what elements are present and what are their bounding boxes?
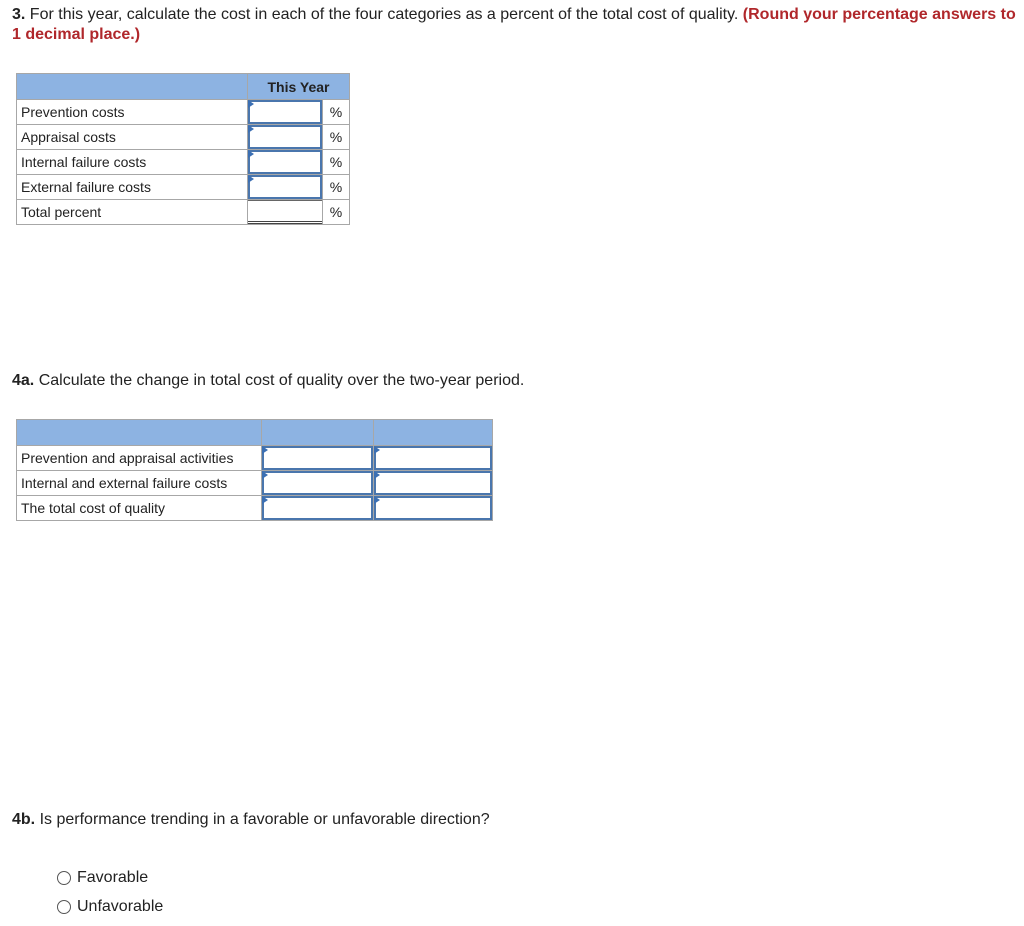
option-label: Unfavorable	[77, 898, 164, 915]
question-text: Calculate the change in total cost of quality over the two-year period.	[38, 372, 525, 389]
question-number: 4a.	[12, 372, 35, 389]
column-header-2	[374, 420, 493, 446]
row-label: Appraisal costs	[17, 125, 248, 150]
table-row	[17, 471, 493, 496]
total-cost-quality-input-1[interactable]	[262, 496, 373, 520]
question-3-prompt	[12, 5, 1020, 45]
answer-cell	[248, 200, 323, 225]
row-label: Prevention and appraisal activities	[17, 446, 262, 471]
table-row	[17, 100, 350, 125]
column-header-1	[262, 420, 374, 446]
row-label: Internal and external failure costs	[17, 471, 262, 496]
question-number: 4b.	[12, 811, 36, 828]
question-text: For this year, calculate the cost in each of the four categories as a percent of the total cost of quality.	[29, 6, 739, 23]
external-failure-costs-percent-input[interactable]	[248, 175, 322, 199]
unfavorable-option[interactable]	[57, 898, 163, 916]
table-row	[17, 125, 350, 150]
internal-failure-costs-percent-input[interactable]	[248, 150, 322, 174]
radio-circle-icon[interactable]	[57, 871, 71, 885]
table-row	[17, 175, 350, 200]
answer-cell	[374, 496, 493, 521]
favorable-option[interactable]	[57, 869, 148, 887]
percent-unit: %	[323, 150, 350, 175]
row-label: External failure costs	[17, 175, 248, 200]
answer-cell	[262, 471, 374, 496]
answer-cell	[374, 471, 493, 496]
prevention-appraisal-input-1[interactable]	[262, 446, 373, 470]
option-label: Favorable	[77, 869, 149, 886]
row-label: Prevention costs	[17, 100, 248, 125]
table-row	[17, 446, 493, 471]
row-label: Total percent	[17, 200, 248, 225]
appraisal-costs-percent-input[interactable]	[248, 125, 322, 149]
question-text: Is performance trending in a favorable or unfavorable direction?	[39, 811, 490, 828]
total-percent-input[interactable]	[248, 200, 322, 224]
percent-table	[16, 73, 350, 225]
question-number: 3.	[12, 6, 26, 23]
this-year-header: This Year	[248, 74, 350, 100]
question-4a-prompt	[12, 371, 524, 391]
change-table	[16, 419, 493, 521]
question-4b-prompt	[12, 810, 490, 830]
failure-costs-input-1[interactable]	[262, 471, 373, 495]
answer-cell	[262, 496, 374, 521]
table-row	[17, 200, 350, 225]
answer-cell	[248, 125, 323, 150]
percent-unit: %	[323, 125, 350, 150]
table-row	[17, 496, 493, 521]
percent-unit: %	[323, 175, 350, 200]
percent-unit: %	[323, 100, 350, 125]
label-column-header	[17, 420, 262, 446]
row-label: Internal failure costs	[17, 150, 248, 175]
rounding-hint: (Round your percentage answers to 1 decimal place.)	[12, 6, 1016, 43]
prevention-costs-percent-input[interactable]	[248, 100, 322, 124]
answer-cell	[374, 446, 493, 471]
answer-cell	[248, 175, 323, 200]
radio-circle-icon[interactable]	[57, 900, 71, 914]
row-label: The total cost of quality	[17, 496, 262, 521]
total-cost-quality-input-2[interactable]	[374, 496, 492, 520]
failure-costs-input-2[interactable]	[374, 471, 492, 495]
percent-unit: %	[323, 200, 350, 225]
answer-cell	[248, 150, 323, 175]
answer-cell	[262, 446, 374, 471]
label-column-header	[17, 74, 248, 100]
table-row	[17, 150, 350, 175]
answer-cell	[248, 100, 323, 125]
prevention-appraisal-input-2[interactable]	[374, 446, 492, 470]
